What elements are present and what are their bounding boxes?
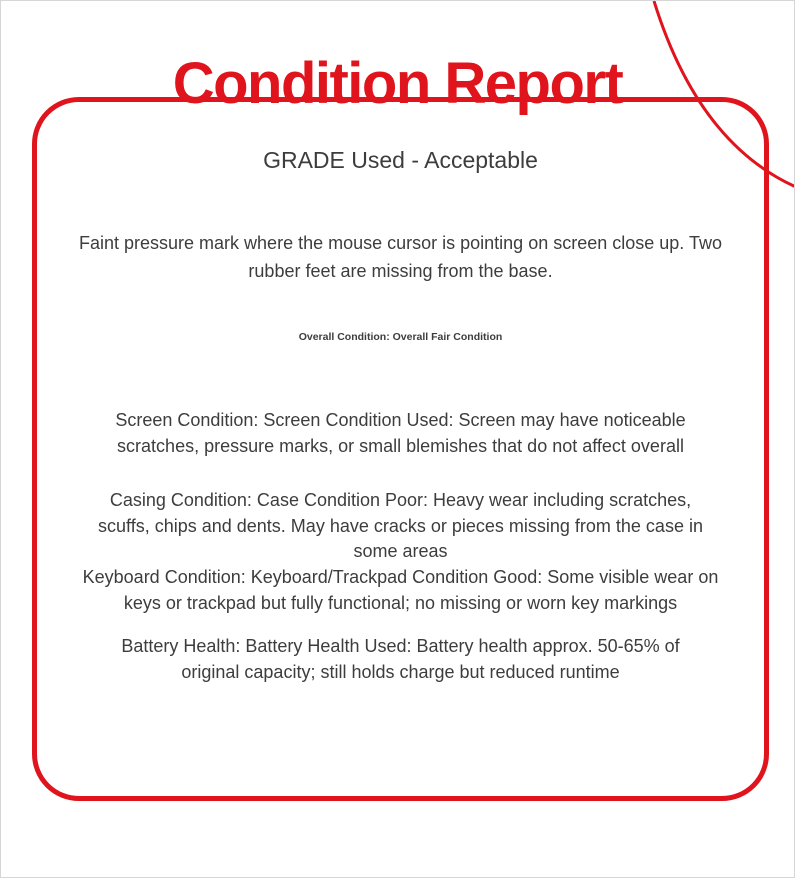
casing-condition-text: Casing Condition: Case Condition Poor: Heavy wear including scratches, scuffs, chips and dents. May have cracks or pieces missing from the case in some areas	[98, 490, 703, 561]
screen-condition-text: Screen Condition: Screen Condition Used: Screen may have noticeable scratches, pressure marks, or small blemishes that do not affect overall	[115, 410, 686, 456]
page-title: Condition Report	[172, 50, 623, 116]
battery-health-text: Battery Health: Battery Health Used: Battery health approx. 50-65% of original capacity; still holds charge but reduced runtime	[121, 636, 680, 682]
keyboard-condition-paragraph	[49, 565, 752, 616]
grade-text: GRADE Used - Acceptable	[263, 147, 538, 173]
overall-condition-line	[49, 330, 752, 344]
grade-heading	[49, 145, 752, 175]
summary-paragraph	[49, 229, 752, 285]
screen-condition-paragraph	[49, 408, 752, 459]
battery-health-paragraph	[49, 634, 752, 685]
report-border-box	[32, 97, 769, 801]
casing-condition-paragraph	[49, 488, 752, 565]
overall-condition-text: Overall Condition: Overall Fair Condition	[298, 331, 503, 343]
summary-text: Faint pressure mark where the mouse cursor is pointing on screen close up. Two rubber feet are missing from the base.	[79, 233, 722, 281]
keyboard-condition-text: Keyboard Condition: Keyboard/Trackpad Condition Good: Some visible wear on keys or trackpad but fully functional; no missing or worn key markings	[82, 567, 719, 613]
